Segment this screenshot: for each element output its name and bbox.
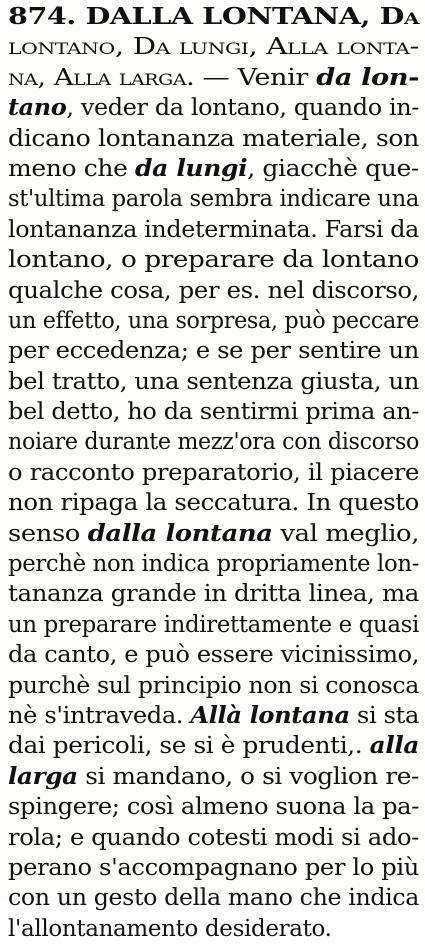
article-874-body bbox=[0, 2, 425, 944]
text-run: meno che bbox=[8, 155, 136, 182]
text-line bbox=[0, 397, 425, 427]
text-line-content bbox=[8, 853, 419, 883]
text-run: dai pericoli, se si è prudenti,. bbox=[8, 733, 370, 760]
text-line-content bbox=[8, 306, 419, 336]
small-caps-heading: na, Alla larga. bbox=[8, 64, 195, 91]
text-line bbox=[0, 336, 425, 366]
text-line bbox=[0, 823, 425, 853]
text-run: rola; e quando cotesti modi si ado- bbox=[8, 824, 419, 851]
text-line-content bbox=[8, 336, 419, 366]
italic-term: da lon- bbox=[316, 63, 420, 91]
text-line-content bbox=[8, 276, 419, 306]
text-line bbox=[0, 93, 425, 123]
text-line-content bbox=[8, 610, 419, 640]
text-run: non ripaga la seccatura. In questo bbox=[8, 490, 419, 517]
text-line bbox=[0, 671, 425, 701]
text-line bbox=[0, 610, 425, 640]
text-run: purchè sul principio non si conosca bbox=[8, 672, 420, 699]
text-line bbox=[0, 549, 425, 579]
text-line-content bbox=[8, 215, 419, 245]
text-line bbox=[0, 215, 425, 245]
text-line bbox=[0, 32, 425, 62]
text-run: si sta bbox=[349, 702, 419, 729]
text-run: un preparare indirettamente e quasi bbox=[8, 611, 420, 638]
small-caps-heading: lontano, Da lungi, Alla lonta- bbox=[8, 34, 420, 61]
italic-term: dalla lontana bbox=[87, 519, 273, 547]
text-line-content bbox=[8, 184, 419, 214]
text-line-content bbox=[8, 762, 419, 792]
text-run: o racconto preparatorio, il piacere bbox=[8, 459, 420, 486]
small-caps-heading: Da bbox=[379, 3, 419, 30]
text-line-content bbox=[8, 519, 419, 549]
text-run: val meglio, bbox=[272, 520, 419, 547]
text-line-content bbox=[8, 245, 419, 275]
text-line-content bbox=[8, 32, 419, 62]
text-run: bel detto, ho da sentirmi prima an- bbox=[8, 399, 419, 426]
text-line bbox=[0, 731, 425, 761]
italic-term: Allà lontana bbox=[190, 701, 350, 729]
text-run: si mandano, o si voglion re- bbox=[77, 763, 420, 790]
italic-term: tano bbox=[8, 94, 67, 122]
text-run: lontano, o preparare da lontano bbox=[8, 247, 420, 274]
text-run: un effetto, una sorpresa, può peccare bbox=[8, 307, 419, 334]
text-run: nè s'intraveda. bbox=[8, 702, 191, 729]
text-line-content bbox=[8, 427, 419, 457]
text-run: per eccedenza; e se per sentire un bbox=[8, 338, 419, 365]
text-line bbox=[0, 853, 425, 883]
italic-term: da lungi bbox=[135, 154, 248, 182]
text-line bbox=[0, 154, 425, 184]
text-line-content bbox=[8, 640, 419, 670]
italic-term: larga bbox=[8, 762, 78, 790]
text-line-content bbox=[8, 823, 419, 853]
text-run: — Venir bbox=[194, 64, 317, 91]
text-line-content bbox=[8, 701, 419, 731]
text-line bbox=[0, 427, 425, 457]
text-line bbox=[0, 792, 425, 822]
text-line-content bbox=[8, 549, 419, 579]
text-run: tananza grande in dritta linea, ma bbox=[8, 581, 419, 608]
text-run: noiare durante mezz'ora con discorso bbox=[8, 429, 420, 456]
text-run: l'allontanamento desiderato. bbox=[8, 915, 332, 942]
text-line-content bbox=[8, 671, 419, 701]
text-line-content bbox=[8, 154, 419, 184]
text-line bbox=[0, 762, 425, 792]
text-line-content bbox=[8, 124, 419, 154]
text-line bbox=[0, 124, 425, 154]
text-line bbox=[0, 914, 425, 944]
text-run: bel tratto, una sentenza giusta, un bbox=[8, 368, 420, 395]
text-run: senso bbox=[8, 520, 88, 547]
text-run: 874. DALLA LONTANA, bbox=[8, 3, 380, 30]
text-line-content bbox=[8, 914, 332, 944]
text-line-content bbox=[8, 731, 419, 761]
text-line-content bbox=[8, 397, 419, 427]
italic-term: alla bbox=[369, 732, 419, 760]
text-run: , veder da lontano, quando in- bbox=[66, 95, 420, 122]
text-run: spingere; così almeno suona la pa- bbox=[8, 794, 419, 821]
text-line-content bbox=[8, 93, 419, 123]
text-line bbox=[0, 640, 425, 670]
text-line-content bbox=[8, 792, 419, 822]
text-line bbox=[0, 184, 425, 214]
text-line bbox=[0, 883, 425, 913]
text-line bbox=[0, 488, 425, 518]
text-line bbox=[0, 245, 425, 275]
text-line bbox=[0, 306, 425, 336]
text-line-content bbox=[8, 458, 419, 488]
text-line-content bbox=[8, 579, 419, 609]
text-run: , giacchè que- bbox=[247, 155, 419, 182]
text-line-content bbox=[8, 883, 419, 913]
text-line-content bbox=[8, 367, 419, 397]
text-line bbox=[0, 458, 425, 488]
text-line-content bbox=[8, 63, 419, 93]
text-line bbox=[0, 519, 425, 549]
text-run: perano s'accompagnano per lo più bbox=[8, 854, 419, 881]
text-run: da canto, e può essere vicinissimo, bbox=[8, 642, 419, 669]
text-line-content bbox=[8, 488, 419, 518]
text-line bbox=[0, 367, 425, 397]
text-run: con un gesto della mano che indica bbox=[8, 885, 419, 912]
text-line-content bbox=[8, 2, 419, 32]
text-line bbox=[0, 701, 425, 731]
text-run: lontananza indeterminata. Farsi da bbox=[8, 216, 420, 243]
text-run: qualche cosa, per es. nel discorso, bbox=[8, 277, 420, 304]
text-line bbox=[0, 63, 425, 93]
text-run: dicano lontananza materiale, son bbox=[8, 125, 420, 152]
text-run: st'ultima parola sembra indicare una bbox=[8, 186, 419, 213]
text-line bbox=[0, 2, 425, 32]
text-line bbox=[0, 276, 425, 306]
text-run: perchè non indica propriamente lon- bbox=[8, 551, 420, 578]
text-line bbox=[0, 579, 425, 609]
